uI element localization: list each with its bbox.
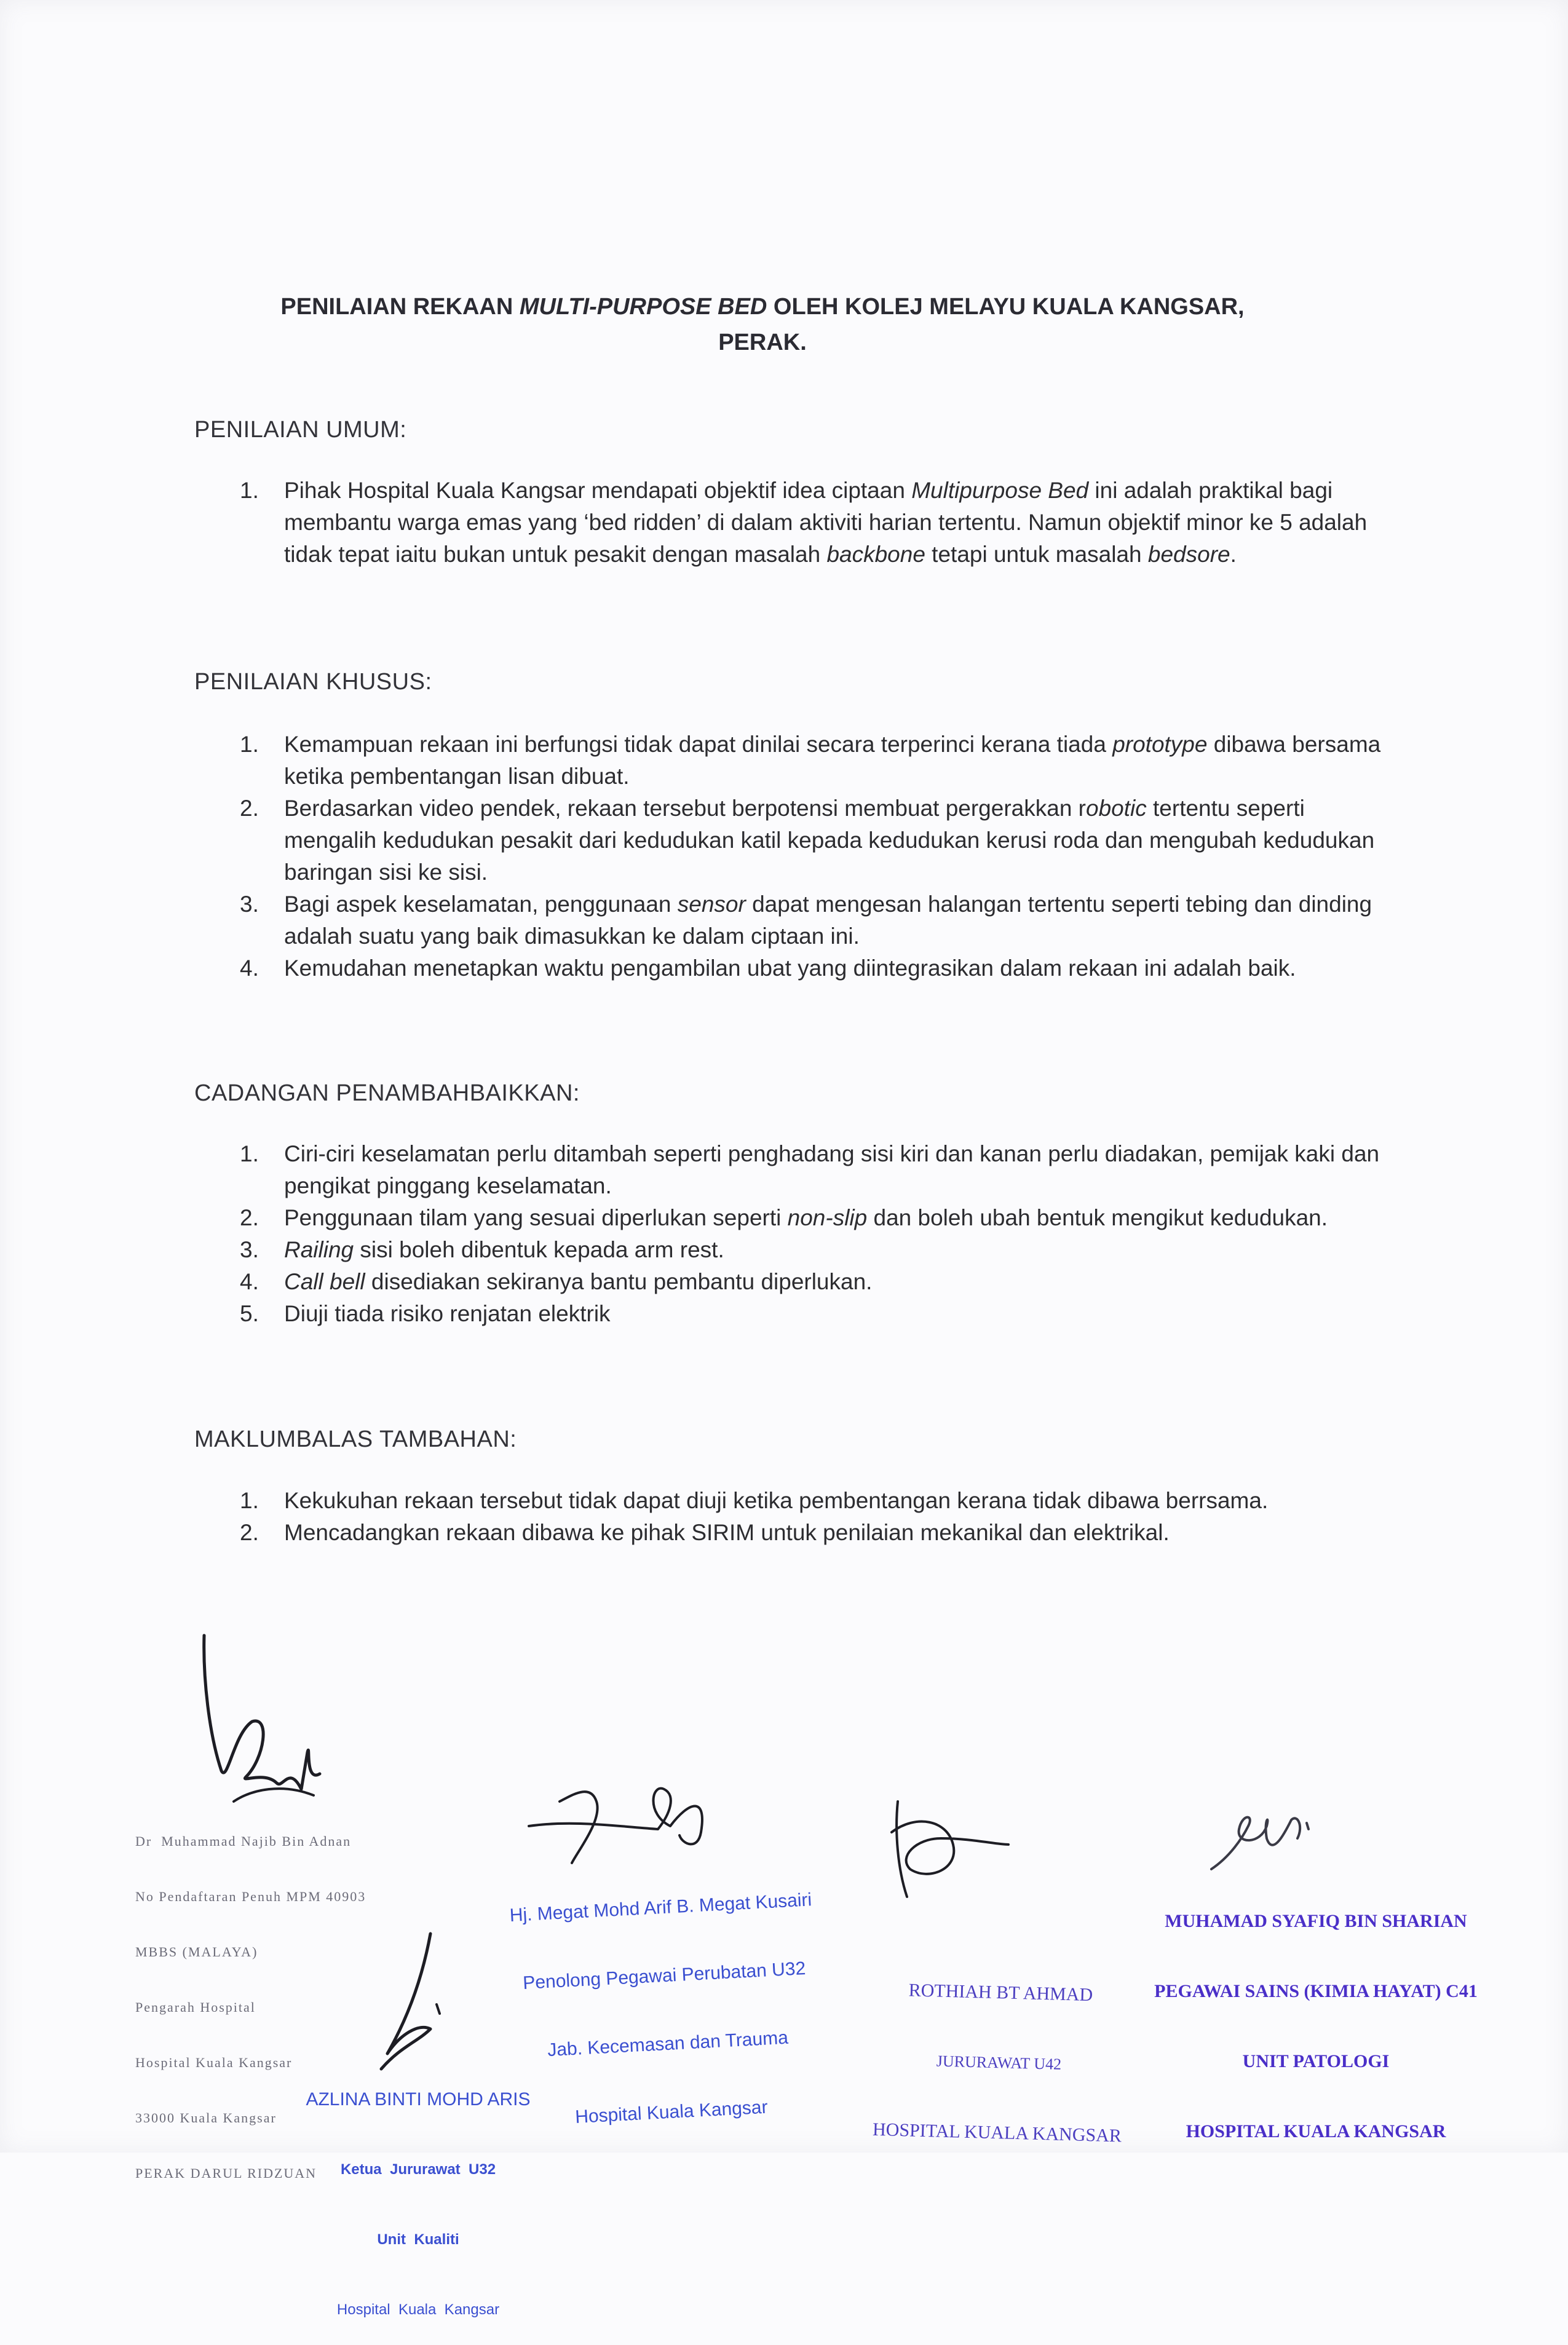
italic-text: obotic (1086, 796, 1147, 821)
italic-text: bedsore (1147, 542, 1230, 567)
list-item-number: 4. (240, 955, 259, 981)
document-title (148, 289, 1377, 360)
list-item (234, 1202, 1390, 1234)
list-item (234, 1517, 1390, 1549)
italic-text: prototype (1112, 732, 1208, 757)
list-item (234, 1485, 1390, 1517)
italic-text: non-slip (787, 1205, 868, 1230)
text-segment: Pihak Hospital Kuala Kangsar mendapati objektif idea ciptaan (284, 478, 912, 503)
list-item (234, 952, 1390, 984)
list-cadangan (234, 1138, 1390, 1330)
section-heading-umum: PENILAIAN UMUM: (194, 417, 407, 443)
text-segment: Berdasarkan video pendek, rekaan tersebut berpotensi membuat pergerakkan r (284, 796, 1086, 821)
text-segment: dapat mengesan halangan tertentu seperti tebing dan dinding adalah suatu yang baik dimasukkan ke dalam ciptaan ini. (284, 892, 1372, 949)
stamp-line: HOSPITAL KUALA KANGSAR (872, 2119, 1122, 2146)
italic-text: sensor (677, 892, 746, 917)
text-segment: Kemudahan menetapkan waktu pengambilan ubat yang diintegrasikan dalam rekaan ini adalah baik. (284, 955, 1296, 981)
text-segment: Penggunaan tilam yang sesuai diperlukan seperti (284, 1205, 788, 1230)
list-item (234, 729, 1390, 793)
title-part-3: OLEH KOLEJ MELAYU KUALA KANGSAR, (767, 294, 1245, 320)
list-item-number: 2. (240, 796, 259, 821)
text-segment: Kemampuan rekaan ini berfungsi tidak dapat dinilai secara terperinci kerana tiada (284, 732, 1113, 757)
text-segment: tertentu seperti mengalih kedudukan pesakit dari kedudukan katil kepada kedudukan kerusi roda dan mengubah kedudukan baringan sisi ke sisi. (284, 796, 1375, 885)
stamp-azlina (264, 2041, 572, 2345)
list-item (234, 475, 1390, 571)
text-segment: Kekukuhan rekaan tersebut tidak dapat diuji ketika pembentangan kerana tidak dibawa berrsama. (284, 1488, 1269, 1513)
section-heading-cadangan: CADANGAN PENAMBAHBAIKKAN: (194, 1080, 580, 1106)
stamp-line: ROTHIAH BT AHMAD (908, 1980, 1093, 2006)
italic-text: backbone (826, 542, 925, 567)
list-khusus (234, 729, 1390, 984)
stamp-line: MBBS (MALAYA) (135, 1944, 258, 1959)
text-segment: . (1230, 542, 1237, 567)
text-segment: dan boleh ubah bentuk mengikut kedudukan. (867, 1205, 1328, 1230)
stamp-line: Jab. Kecemasan dan Trauma (547, 2027, 789, 2061)
stamp-line: Penolong Pegawai Perubatan U32 (522, 1958, 806, 1994)
text-segment: sisi boleh dibentuk kepada arm rest. (354, 1237, 724, 1262)
list-item-number: 5. (240, 1301, 259, 1326)
stamp-line: Dr Muhammad Najib Bin Adnan (135, 1833, 352, 1849)
text-segment: ini adalah praktikal bagi membantu warga emas yang ‘bed ridden’ di dalam aktiviti harian tertentu. Namun objektif minor ke 5 adalah tidak tepat iaitu bukan untuk pesakit dengan masalah (284, 478, 1368, 567)
title-part-1: PENILAIAN REKAAN (280, 294, 520, 320)
list-item-number: 1. (240, 1141, 259, 1166)
stamp-line: PEGAWAI SAINS (KIMIA HAYAT) C41 (1154, 1981, 1478, 2001)
list-item (234, 793, 1390, 888)
list-item-number: 3. (240, 892, 259, 917)
title-line-1 (148, 289, 1377, 325)
signature-rothiah (879, 1795, 1015, 1906)
italic-text: Multipurpose Bed (911, 478, 1089, 503)
stamp-line: Pengarah Hospital (135, 1999, 256, 2015)
text-segment: disediakan sekiranya bantu pembantu diperlukan. (365, 1269, 873, 1294)
text-segment: Bagi aspek keselamatan, penggunaan (284, 892, 678, 917)
list-item-number: 3. (240, 1237, 259, 1262)
list-item (234, 1298, 1390, 1330)
title-line-2: PERAK. (718, 330, 807, 355)
stamp-line: No Pendaftaran Penuh MPM 40903 (135, 1889, 366, 1904)
stamp-line: JURURAWAT U42 (936, 2052, 1062, 2073)
list-item-number: 1. (240, 478, 259, 503)
list-item (234, 888, 1390, 952)
stamp-line: Ketua Jururawat U32 (340, 2161, 496, 2178)
stamp-line: 33000 Kuala Kangsar (135, 2110, 277, 2126)
italic-text: Call bell (284, 1269, 365, 1294)
stamp-line: MUHAMAD SYAFIQ BIN SHARIAN (1165, 1911, 1467, 1931)
stamp-line: UNIT PATOLOGI (1242, 2051, 1390, 2071)
section-heading-maklumbalas: MAKLUMBALAS TAMBAHAN: (194, 1426, 517, 1452)
list-maklumbalas (234, 1485, 1390, 1549)
stamp-line: Hospital Kuala Kangsar (574, 2097, 769, 2127)
text-segment: dibawa bersama ketika pembentangan lisan dibuat. (284, 732, 1381, 789)
list-umum (234, 475, 1390, 571)
title-part-2: MULTI-PURPOSE BED (519, 294, 767, 320)
list-item (234, 1234, 1390, 1266)
stamp-rothiah (849, 1931, 1150, 2172)
stamp-line: AZLINA BINTI MOHD ARIS (306, 2089, 531, 2110)
list-item-number: 1. (240, 1488, 259, 1513)
list-item-number: 4. (240, 1269, 259, 1294)
text-segment: Diuji tiada risiko renjatan elektrik (284, 1301, 611, 1326)
stamp-line: Hj. Megat Mohd Arif B. Megat Kusairi (509, 1889, 812, 1926)
text-segment: Ciri-ciri keselamatan perlu ditambah seperti penghadang sisi kiri dan kanan perlu diadakan, pemijak kaki dan pengikat pinggang keselamatan. (284, 1141, 1380, 1198)
list-item (234, 1266, 1390, 1298)
list-item-number: 1. (240, 732, 259, 757)
stamp-line: PERAK DARUL RIDZUAN (135, 2165, 317, 2181)
section-heading-khusus: PENILAIAN KHUSUS: (194, 669, 432, 695)
list-item-number: 2. (240, 1205, 259, 1230)
stamp-line: Hospital Kuala Kangsar (336, 2301, 500, 2318)
italic-text: Railing (284, 1237, 354, 1262)
text-segment: Mencadangkan rekaan dibawa ke pihak SIRIM untuk penilaian mekanikal dan elektrikal. (284, 1520, 1170, 1545)
stamp-line: Hospital Kuala Kangsar (135, 2055, 293, 2070)
list-item-number: 2. (240, 1520, 259, 1545)
stamp-line: HOSPITAL KUALA KANGSAR (1186, 2121, 1446, 2141)
stamp-syafiq (1138, 1863, 1494, 2167)
text-segment: tetapi untuk masalah (925, 542, 1148, 567)
stamp-line: Unit Kualiti (377, 2231, 459, 2248)
list-item (234, 1138, 1390, 1202)
